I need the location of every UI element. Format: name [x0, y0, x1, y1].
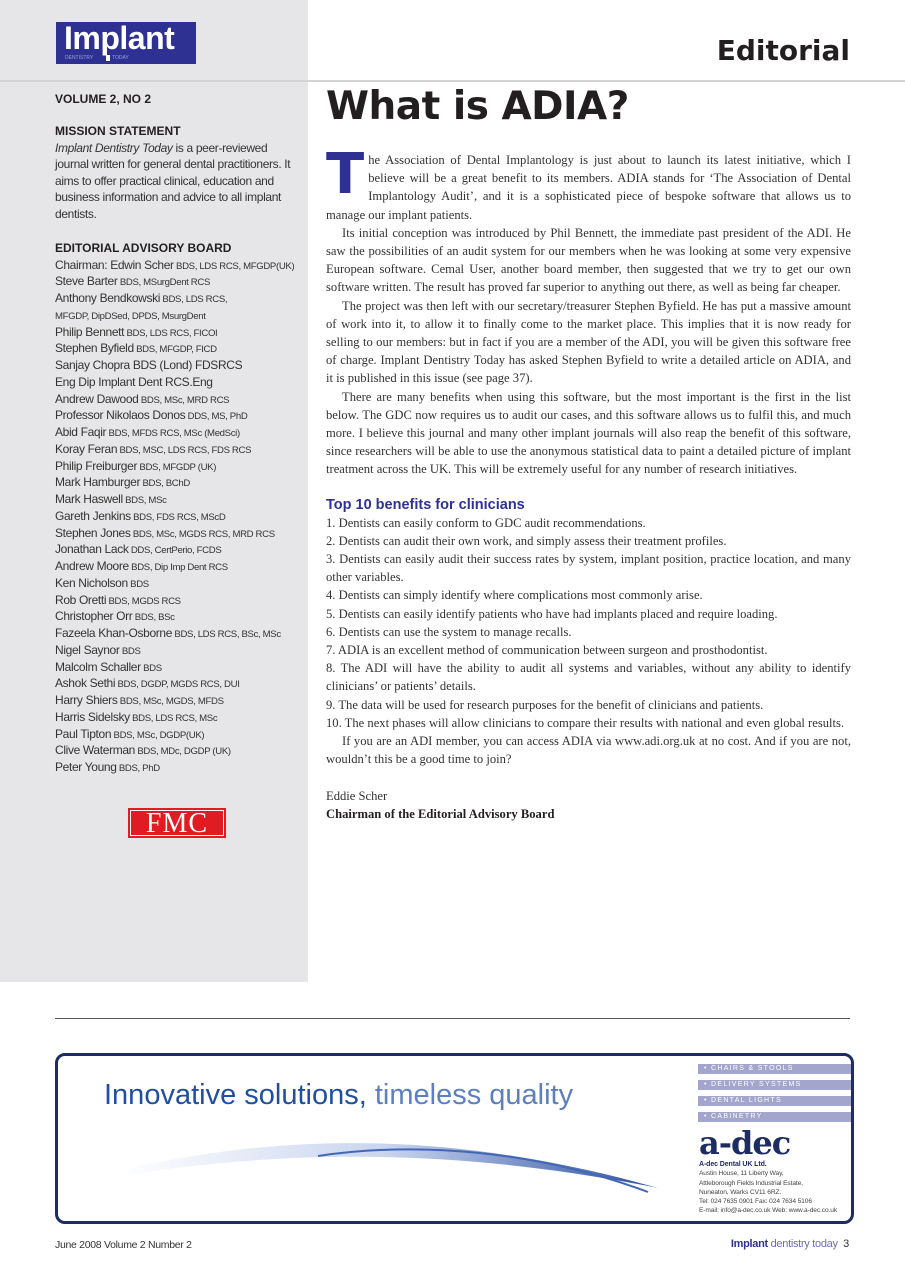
benefit-item: 4. Dentists can simply identify where complications most commonly arise.	[326, 588, 703, 603]
category-chairs: • CHAIRS & STOOLS	[698, 1064, 854, 1074]
benefits-list	[326, 514, 851, 732]
board-member	[55, 391, 303, 408]
board-member	[55, 625, 303, 642]
member-name: Sanjay Chopra BDS (Lond) FDSRCS	[55, 358, 243, 372]
footer-brand	[731, 1238, 849, 1250]
member-credentials: BDS, MSc, MRD RCS	[138, 394, 230, 406]
board-member	[55, 659, 303, 676]
board-member	[55, 575, 303, 592]
member-name: Peter Young	[55, 760, 117, 774]
category-cabinetry: • CABINETRY	[698, 1112, 854, 1122]
member-name: Professor Nikolaos Donos	[55, 408, 186, 423]
member-credentials: DDS, MS, PhD	[185, 411, 248, 423]
board-member	[55, 324, 303, 341]
paragraph: There are many benefits when using this software, but the most important is the first in the list below. The GDC now requires us to audit our cases, and this software allows us to fulfil this, and much more. I believe this journal and many other implant journals will also reap the benefit of this software, since researchers will be able to use the anonymous statistical data to paint a detailed picture of implant treatment across the UK. This will be extremely useful for any number of research initiatives.	[326, 389, 851, 477]
header-divider	[0, 80, 905, 82]
first-paragraph-text: he Association of Dental Implantology is just about to launch its latest initiative, which I believe will be a great benefit to its members. ADIA stands for ‘The Association of Dental Implantology Audit’, and it is a sophisticated piece of bespoke software that allows us to manage our implant patients.	[326, 153, 851, 222]
address-line: Attleborough Fields Industrial Estate,	[699, 1179, 803, 1187]
paragraph: Its initial conception was introduced by Phil Bennett, the immediate past president of the ADI. He saw the possibilities of an audit system for our members when he was looking at some very expensive European software. Cemal User, another board member, then suggested that we try to get our own software written. The result has proved far superior to anything out there, as well as being far cheaper.	[326, 225, 851, 295]
member-credentials: BDS, MFGDP, FICD	[133, 344, 217, 356]
ad-slogan	[104, 1078, 573, 1112]
member-name: Paul Tipton	[55, 726, 112, 741]
member-credentials: BDS, MFGDP (UK)	[137, 461, 217, 473]
member-credentials: DDS, CertPerio, FCDS	[128, 545, 222, 557]
benefit-item: 3. Dentists can easily audit their success rates by system, implant position, practice location, and many other variables.	[326, 552, 851, 585]
section-title: Editorial	[716, 34, 850, 67]
member-credentials: BDS, MSc	[122, 495, 167, 506]
member-name: Nigel Saynor	[55, 642, 120, 657]
swoosh-graphic	[118, 1126, 658, 1206]
board-member	[55, 374, 303, 391]
slogan-part-2: timeless quality	[366, 1079, 574, 1111]
fmc-logo: FMC	[128, 808, 226, 838]
member-name: Ken Nicholson	[55, 575, 128, 590]
footer-brand-bold: Implant	[730, 1238, 768, 1250]
member-credentials: BDS, FDS RCS, MScD	[130, 511, 226, 523]
mission-heading: MISSION STATEMENT	[55, 124, 181, 138]
board-member	[55, 709, 303, 726]
page-number: 3	[843, 1238, 849, 1250]
board-member	[55, 474, 303, 491]
member-name: Fazeela Khan-Osborne	[55, 626, 173, 640]
member-credentials: BDS, MFDS RCS, MSc (MedSci)	[106, 428, 240, 439]
address-line: Austin House, 11 Liberty Way,	[699, 1170, 784, 1178]
category-delivery: • DELIVERY SYSTEMS	[698, 1080, 854, 1090]
journal-name: Implant Dentistry Today	[55, 140, 173, 155]
address-line: Nuneaton, Warks CV11 6RZ.	[699, 1188, 782, 1196]
board-member	[55, 558, 303, 575]
ad-divider	[55, 1018, 850, 1019]
member-name: Gareth Jenkins	[55, 508, 131, 523]
closing-paragraph: If you are an ADI member, you can access ADIA via www.adi.org.uk at no cost. And if you are not, wouldn’t this be a good time to join?	[326, 734, 851, 767]
member-name: Chairman: Edwin Scher	[55, 257, 174, 272]
benefit-item: 6. Dentists can use the system to manage recalls.	[326, 624, 572, 639]
category-lights: • DENTAL LIGHTS	[698, 1096, 854, 1106]
volume-label: VOLUME 2, NO 2	[55, 92, 152, 106]
benefit-item: 2. Dentists can audit their own work, and simply assess their treatment profiles.	[326, 533, 727, 548]
member-name: Ashok Sethi	[55, 676, 116, 691]
member-name: Andrew Dawood	[55, 391, 139, 406]
footer-brand-light: dentistry today	[767, 1238, 838, 1250]
member-name: Mark Hamburger	[55, 475, 141, 490]
board-member	[55, 273, 303, 290]
member-credentials: BDS, MSc, MGDS, MFDS	[117, 696, 224, 707]
board-member	[55, 692, 303, 709]
member-name: Steve Barter	[55, 274, 118, 289]
member-name: Harris Sidelsky	[55, 709, 130, 724]
board-member	[55, 340, 303, 357]
board-member	[55, 642, 303, 659]
member-credentials: BDS, MSc, DGDP(UK)	[111, 729, 205, 741]
board-member	[55, 290, 303, 307]
board-member	[55, 541, 303, 558]
member-credentials: BDS, MSurgDent RCS	[117, 277, 211, 289]
article-body	[326, 142, 851, 823]
member-name: Stephen Jones	[55, 525, 131, 540]
logo-sub-2: TODAY	[106, 55, 129, 61]
member-credentials: BDS, PhD	[116, 763, 160, 774]
board-member	[55, 742, 303, 759]
mission-block	[55, 123, 303, 222]
board-heading: EDITORIAL ADVISORY BOARD	[55, 241, 232, 255]
member-credentials: BDS, LDS RCS, MFGDP(UK)	[173, 260, 295, 272]
board-list	[55, 257, 303, 776]
board-member	[55, 759, 303, 776]
member-credentials: BDS, LDS RCS,	[160, 294, 228, 305]
benefit-item: 8. The ADI will have the ability to audit all systems and variables, without any ability to identify clinicians’ or patients’ details.	[326, 661, 851, 694]
member-credentials: BDS, LDS RCS, MSc	[129, 712, 218, 724]
board-member	[55, 407, 303, 424]
member-name: Rob Oretti	[55, 592, 107, 607]
member-credentials: BDS, LDS RCS, BSc, MSc	[172, 629, 281, 640]
company-address	[699, 1160, 837, 1216]
member-credentials: BDS, MSc, MGDS RCS, MRD RCS	[130, 528, 275, 540]
member-credentials: BDS, DGDP, MGDS RCS, DUI	[115, 679, 240, 691]
author-title: Chairman of the Editorial Advisory Board	[326, 806, 555, 821]
board-member	[55, 458, 303, 475]
board-member	[55, 257, 303, 274]
board-member	[55, 508, 303, 525]
member-credentials: BDS, MDc, DGDP (UK)	[135, 746, 231, 758]
board-member	[55, 726, 303, 743]
member-credentials: BDS, Dip Imp Dent RCS	[128, 562, 228, 573]
board-member	[55, 307, 303, 324]
slogan-part-1: Innovative solutions,	[104, 1079, 367, 1111]
benefit-item: 1. Dentists can easily conform to GDC audit recommendations.	[326, 515, 646, 530]
member-name: Christopher Orr	[55, 609, 133, 624]
signature	[326, 787, 851, 823]
member-credentials: BDS, MGDS RCS	[106, 595, 181, 607]
adec-logo: a-dec	[699, 1124, 791, 1162]
drop-cap: T	[326, 142, 365, 207]
board-member	[55, 424, 303, 441]
benefit-item: 7. ADIA is an excellent method of communication between surgeon and prosthodontist.	[326, 643, 768, 658]
board-member	[55, 675, 303, 692]
product-categories	[698, 1064, 854, 1128]
member-name: Philip Bennett	[55, 324, 125, 339]
benefit-item: 9. The data will be used for research purposes for the benefit of clinicians and patients.	[326, 697, 764, 712]
member-credentials: BDS	[140, 662, 162, 674]
logo-text: Implant	[64, 20, 175, 56]
member-name: Jonathan Lack	[55, 542, 129, 557]
benefit-item: 5. Dentists can easily identify patients who have had implants placed and require loading.	[326, 606, 778, 621]
member-name: Koray Feran	[55, 441, 118, 456]
member-credentials: BDS, BChD	[140, 478, 190, 490]
member-credentials: BDS, MSC, LDS RCS, FDS RCS	[117, 444, 252, 456]
journal-logo	[56, 22, 196, 64]
contact-web: E-mail: info@a-dec.co.uk Web: www.a-dec.co.uk	[699, 1207, 838, 1215]
member-credentials: BDS, LDS RCS, FICOI	[124, 327, 218, 339]
mission-text	[55, 140, 303, 223]
member-name: Harry Shiers	[55, 693, 118, 707]
member-name: Anthony Bendkowski	[55, 291, 161, 305]
company-name: A-dec Dental UK Ltd.	[699, 1161, 767, 1168]
member-name: Eng Dip Implant Dent RCS.Eng	[55, 374, 213, 389]
adec-advertisement[interactable]	[55, 1053, 854, 1224]
member-name: Andrew Moore	[55, 559, 129, 573]
mission-body: is a peer-reviewed journal written for general dental practitioners. It aims to offer practical clinical, education and business information and advice to all implant dentists.	[55, 140, 291, 221]
board-member	[55, 491, 303, 508]
member-credentials: BDS	[119, 645, 141, 657]
first-paragraph	[326, 142, 851, 224]
member-name: Philip Freiburger	[55, 458, 138, 473]
article-title: What is ADIA?	[326, 84, 629, 129]
paragraph: The project was then left with our secretary/treasurer Stephen Byfield. He has put a massive amount of work into it, to allow it to finally come to the market place. This implies that it is now ready for selling to our members: but in fact if you are a member of the ADI, you will be given this software free of charge. Implant Dentistry Today has asked Stephen Byfield to write a detailed article on ADIA, and it is published in this issue (see page 37).	[326, 298, 851, 386]
board-block	[55, 240, 303, 776]
board-member	[55, 608, 303, 625]
member-credentials: BDS	[127, 578, 149, 590]
list-heading: Top 10 benefits for clinicians	[326, 496, 525, 513]
board-member	[55, 592, 303, 609]
member-name: Malcolm Schaller	[55, 659, 141, 674]
contact-phone: Tel: 024 7635 0901 Fax: 024 7634 5106	[699, 1198, 812, 1206]
benefit-item: 10. The next phases will allow clinicians to compare their results with national and even global results.	[326, 715, 845, 730]
issue-date: June 2008 Volume 2 Number 2	[55, 1239, 192, 1251]
board-member	[55, 441, 303, 458]
author-name: Eddie Scher	[326, 788, 388, 803]
board-member	[55, 525, 303, 542]
member-credentials: MFGDP, DipDSed, DPDS, MsurgDent	[55, 310, 206, 322]
board-member	[55, 357, 303, 374]
logo-sub-1: DENTISTRY	[65, 55, 94, 61]
member-name: Stephen Byfield	[55, 341, 134, 356]
member-name: Clive Waterman	[55, 743, 136, 758]
member-name: Mark Haswell	[55, 492, 123, 506]
member-credentials: BDS, BSc	[132, 612, 175, 624]
member-name: Abid Faqir	[55, 425, 107, 439]
